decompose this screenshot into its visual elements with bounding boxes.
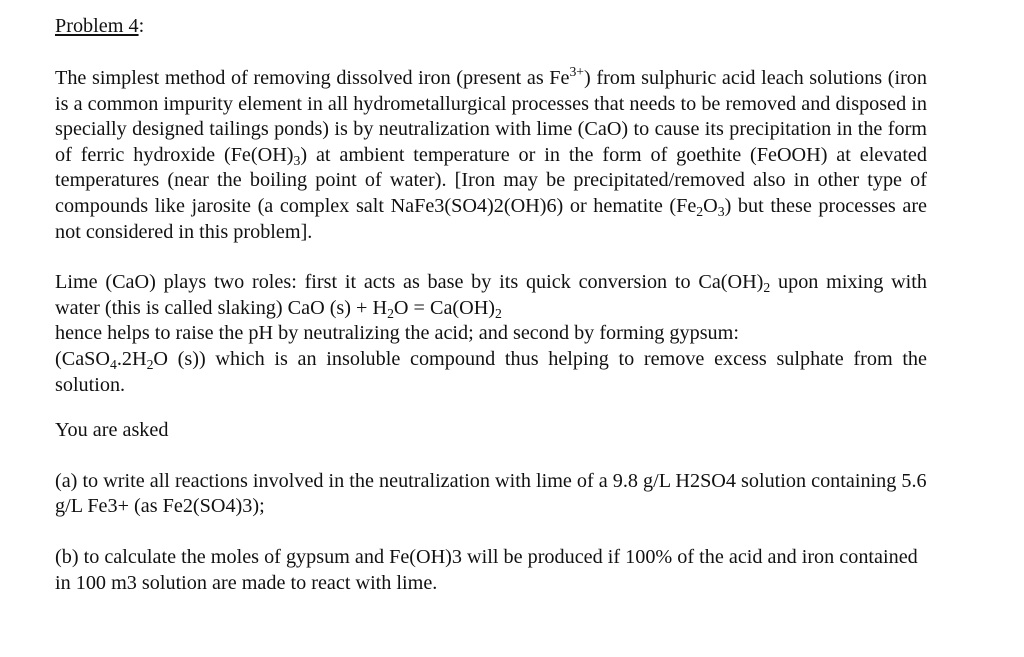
p2-text-3: O = Ca(OH) bbox=[393, 296, 496, 319]
p1-superscript-charge: 3+ bbox=[569, 64, 585, 80]
p2-subscript-4: 4 bbox=[109, 357, 117, 373]
question-part-b: (b) to calculate the moles of gypsum and Fe(OH)3 will be produced if 100% of the acid and iron contained in 100 m3 solution are made to react with lime. bbox=[55, 545, 918, 594]
p2-text-1: Lime (CaO) plays two roles: first it acts as base by its quick conversion to Ca(OH) bbox=[55, 271, 764, 294]
p2-text-5: (CaSO bbox=[55, 347, 110, 370]
problem-title-text: Problem 4 bbox=[55, 15, 139, 37]
problem-title-colon: : bbox=[138, 15, 145, 37]
p2-text-6: O (s)) which is an insoluble compound thus helping to remove excess sulphate from the solution. bbox=[55, 347, 927, 396]
question-part-a: (a) to write all reactions involved in the neutralization with lime of a 9.8 g/L H2SO4 solution containing 5.6 g/L Fe3+ (as Fe2(SO4)3); bbox=[55, 469, 927, 518]
p1-text-1: The simplest method of removing dissolved iron (present as Fe bbox=[55, 67, 570, 89]
p1-subscript-hydroxide: 3 bbox=[293, 152, 301, 168]
p1-subscript-o: 3 bbox=[717, 204, 725, 220]
asked-label: You are asked bbox=[55, 419, 169, 442]
p1-text-2: ) from sulphuric acid leach solutions (iron is a common impurity element in all hydrometallurgical processes that needs to be removed and disposed in specially designed tailings ponds) is by neutralization with lime (CaO) to cause its precipitation in the form of ferric hydroxide (Fe(OH) bbox=[55, 67, 927, 166]
p2-text-dot2h: .2H bbox=[116, 347, 147, 370]
p2-text-2: upon mixing with water (this is called slaking) CaO (s) + H bbox=[55, 271, 927, 319]
p1-text-3: ) at ambient temperature or in the form of goethite (FeOOH) at elevated temperatures (near the boiling point of water). [Iron may be precipitated/removed also in other type of compounds like jarosite (a complex salt NaFe3(SO4)2(OH)6) or hematite (Fe bbox=[55, 143, 927, 217]
p2-subscript-1: 2 bbox=[763, 280, 771, 296]
problem-title bbox=[55, 14, 144, 40]
p1-text-oxygen: O bbox=[703, 194, 718, 217]
p2-subscript-5: 2 bbox=[146, 357, 154, 373]
problem-statement bbox=[55, 66, 927, 596]
p1-text-4: ) but these processes are not considered in this problem]. bbox=[55, 194, 927, 243]
paragraph-lime-roles bbox=[55, 270, 927, 398]
p1-subscript-fe: 2 bbox=[696, 204, 704, 220]
p2-subscript-3: 2 bbox=[495, 305, 502, 321]
p2-subscript-2: 2 bbox=[387, 305, 394, 321]
paragraph-iron-removal bbox=[55, 66, 927, 245]
p2-text-4: hence helps to raise the pH by neutralizing the acid; and second by forming gypsum: bbox=[55, 322, 739, 345]
